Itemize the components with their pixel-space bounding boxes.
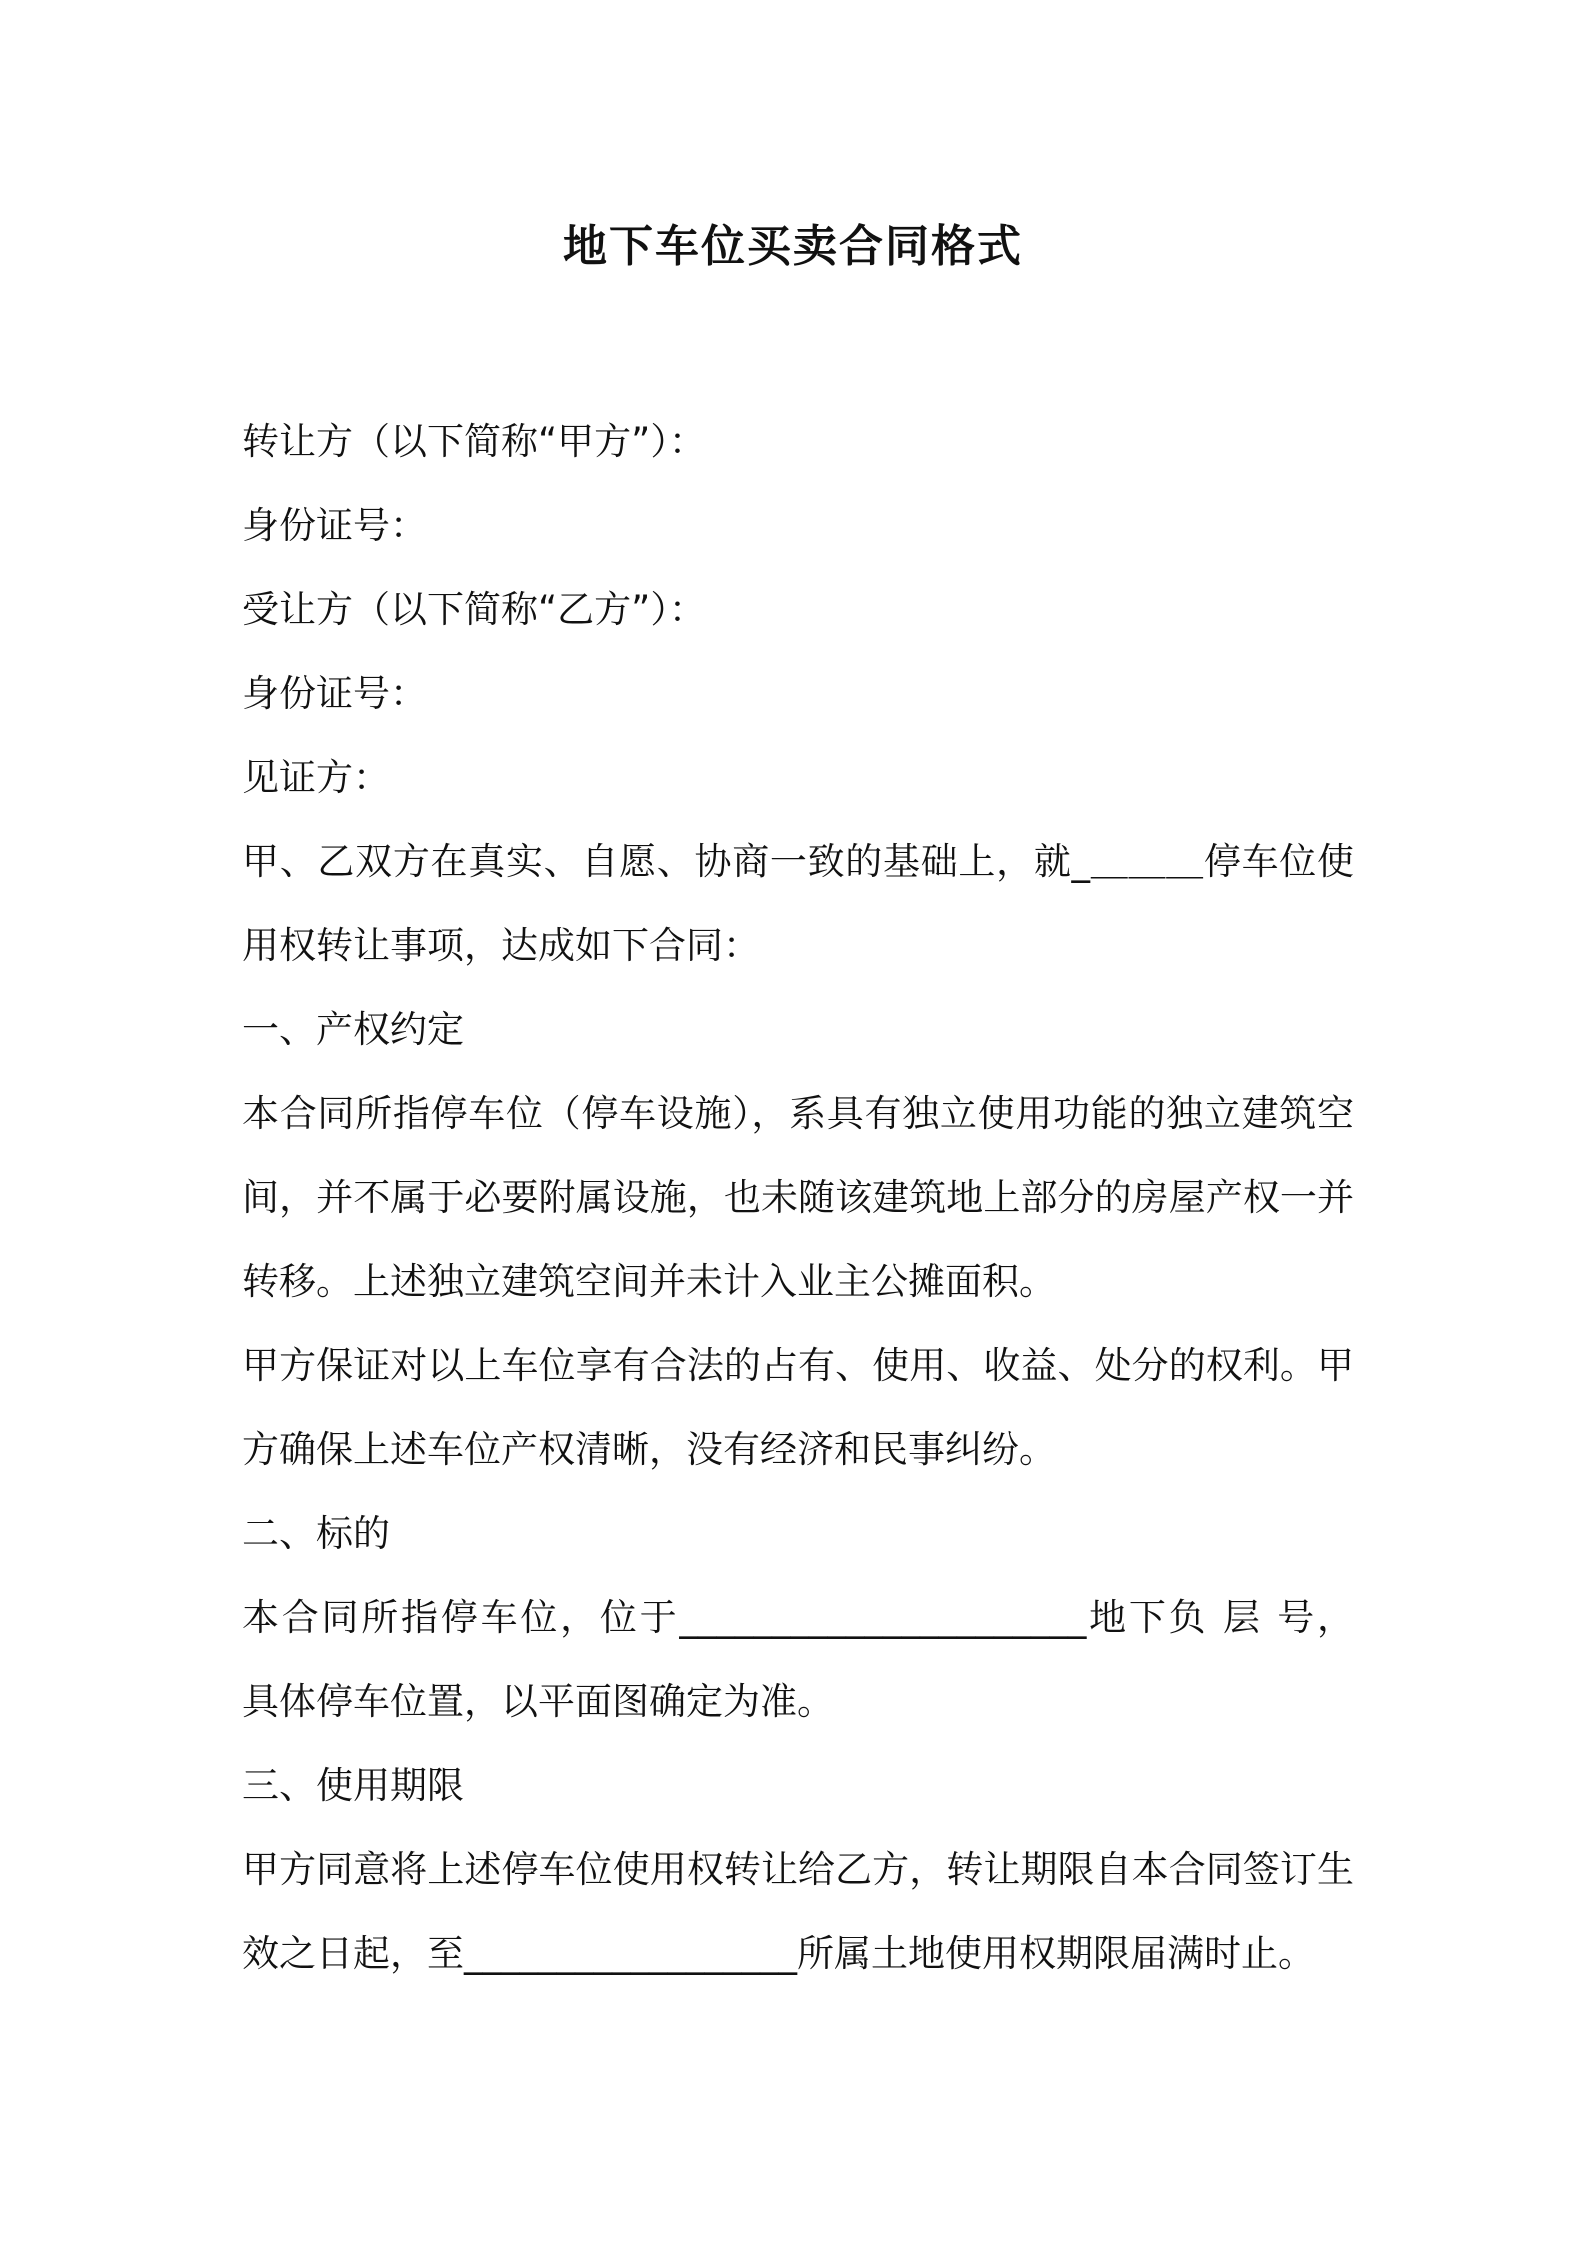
section-2-para-line-2: 具体停车位置，以平面图确定为准。 — [242, 1680, 834, 1723]
section-1-para-1-line-1: 本合同所指停车位（停车设施），系具有独立使用功能的独立建筑空 — [242, 1092, 1354, 1135]
document-title: 地下车位买卖合同格式 — [563, 221, 1023, 272]
party-b-id-line: 身份证号： — [242, 672, 427, 715]
preamble-line-2: 用权转让事项，达成如下合同： — [242, 924, 760, 967]
document-body — [242, 400, 1354, 1996]
section-3-para-line-1: 甲方同意将上述停车位使用权转让给乙方，转让期限自本合同签订生 — [242, 1848, 1354, 1891]
section-1-para-1-line-3: 转移。上述独立建筑空间并未计入业主公摊面积。 — [242, 1260, 1056, 1303]
section-3-para-line-2: 效之日起，至__________________所属土地使用权期限届满时止。 — [242, 1932, 1315, 1975]
witness-line: 见证方： — [242, 756, 390, 799]
section-heading-1: 一、产权约定 — [242, 1008, 464, 1051]
section-1-para-2-line-1: 甲方保证对以上车位享有合法的占有、使用、收益、处分的权利。甲 — [242, 1344, 1354, 1387]
section-heading-3: 三、使用期限 — [242, 1764, 464, 1807]
party-a-id-line: 身份证号： — [242, 504, 427, 547]
section-heading-2: 二、标的 — [242, 1512, 390, 1555]
preamble-line-1: 甲、乙双方在真实、自愿、协商一致的基础上，就_＿＿＿停车位使 — [242, 840, 1354, 883]
section-1-para-1-line-2: 间，并不属于必要附属设施，也未随该建筑地上部分的房屋产权一并 — [242, 1176, 1354, 1219]
party-a-line: 转让方（以下简称“甲方”）： — [242, 420, 706, 463]
section-2-para-line-1: 本合同所指停车位，位于______________________地下负 层 号， — [242, 1596, 1354, 1639]
party-b-line: 受让方（以下简称“乙方”）： — [242, 588, 706, 631]
section-1-para-2-line-2: 方确保上述车位产权清晰，没有经济和民事纠纷。 — [242, 1428, 1056, 1471]
